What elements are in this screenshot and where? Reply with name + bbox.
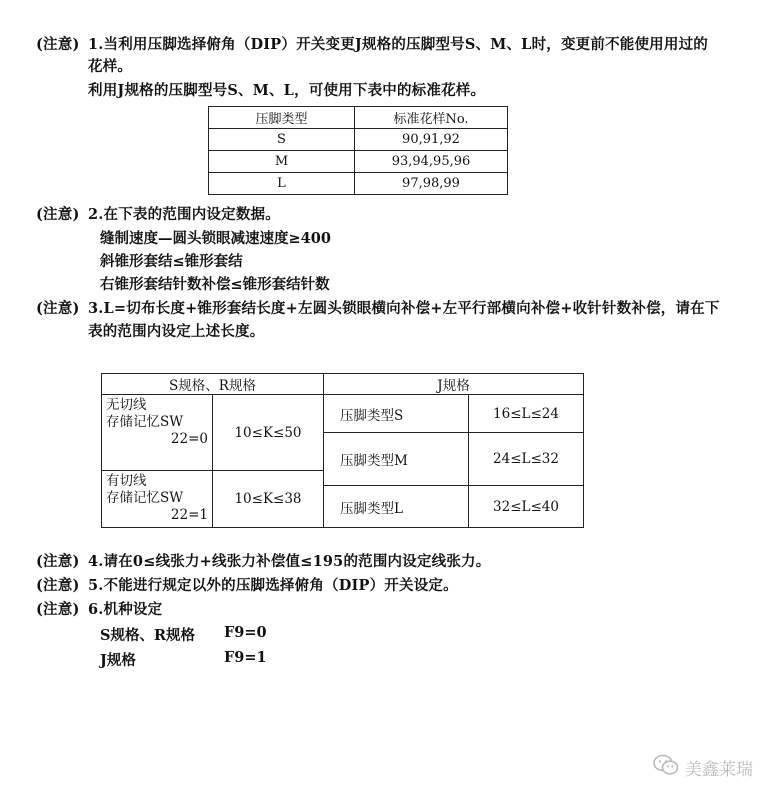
wechat-icon bbox=[653, 754, 679, 781]
note-2-line1: 2.在下表的范围内设定数据。 bbox=[88, 206, 280, 223]
sr-row-1-l2: 存储记忆SW bbox=[106, 414, 184, 430]
j-row-1-type: 压脚类型S bbox=[324, 395, 469, 433]
table-row bbox=[102, 395, 584, 433]
note-3-line1: 3.L=切布长度+锥形套结长度+左圆头锁眼横向补偿+左平行部横向补偿+收针针数补偿，请在下 bbox=[88, 300, 720, 317]
note-1-line3: 利用J规格的压脚型号S、M、L，可使用下表中的标准花样。 bbox=[88, 82, 486, 99]
note-5-text: 5.不能进行规定以外的压脚选择俯角（DIP）开关设定。 bbox=[88, 577, 458, 594]
watermark-text: 美鑫莱瑞 bbox=[685, 760, 753, 780]
table-row bbox=[209, 173, 508, 195]
table-header-sr: S规格、R规格 bbox=[102, 374, 324, 395]
table-row bbox=[102, 374, 584, 395]
table-cell: L bbox=[209, 173, 355, 195]
sr-row-2-l1: 有切线 bbox=[106, 473, 147, 489]
table-header: 压脚类型 bbox=[209, 107, 355, 129]
note-6-text: 6.机种设定 bbox=[88, 601, 163, 618]
table-cell: M bbox=[209, 151, 355, 173]
sr-row-2-range: 10≤K≤38 bbox=[213, 471, 324, 528]
sr-row-1-l1: 无切线 bbox=[106, 397, 147, 413]
table-cell: 93,94,95,96 bbox=[355, 151, 508, 173]
j-row-3-range: 32≤L≤40 bbox=[469, 486, 584, 528]
note-2-item: 斜锥形套结≤锥形套结 bbox=[100, 253, 243, 270]
table-header: 标准花样No. bbox=[355, 107, 508, 129]
table-row bbox=[209, 129, 508, 151]
sr-row-1-l3: 22=0 bbox=[170, 431, 208, 447]
j-row-3-type: 压脚类型L bbox=[324, 486, 469, 528]
model-setting-name: J规格 bbox=[100, 652, 136, 669]
standard-pattern-table bbox=[208, 106, 508, 195]
note-3-label: (注意) bbox=[36, 300, 80, 317]
j-row-1-range: 16≤L≤24 bbox=[469, 395, 584, 433]
sr-row-2-desc bbox=[102, 471, 213, 528]
length-range-table bbox=[101, 373, 584, 528]
j-row-2-type: 压脚类型M bbox=[324, 433, 469, 486]
note-2-item: 缝制速度—圆头锁眼减速速度≥400 bbox=[100, 230, 331, 247]
note-1-line1: 1.当利用压脚选择俯角（DIP）开关变更J规格的压脚型号S、M、L时，变更前不能使用用过的 bbox=[88, 36, 708, 53]
j-row-2-range: 24≤L≤32 bbox=[469, 433, 584, 486]
note-3-line2: 表的范围内设定上述长度。 bbox=[88, 323, 265, 340]
note-2-item: 右锥形套结针数补偿≤锥形套结针数 bbox=[100, 276, 330, 293]
model-setting-name: S规格、R规格 bbox=[100, 627, 196, 644]
note-4-label: (注意) bbox=[36, 553, 80, 570]
note-1-line2: 花样。 bbox=[88, 58, 133, 75]
note-4-text: 4.请在0≤线张力+线张力补偿值≤195的范围内设定线张力。 bbox=[88, 553, 491, 570]
table-header-j: J规格 bbox=[324, 374, 584, 395]
table-cell: 97,98,99 bbox=[355, 173, 508, 195]
sr-row-1-desc bbox=[102, 395, 213, 471]
table-row bbox=[209, 107, 508, 129]
note-5-label: (注意) bbox=[36, 577, 80, 594]
table-cell: 90,91,92 bbox=[355, 129, 508, 151]
note-6-label: (注意) bbox=[36, 601, 80, 618]
model-setting-value: F9=1 bbox=[224, 649, 267, 666]
sr-row-2-l2: 存储记忆SW bbox=[106, 490, 184, 506]
table-row bbox=[209, 151, 508, 173]
sr-row-2-l3: 22=1 bbox=[170, 507, 208, 523]
note-1-label: (注意) bbox=[36, 36, 80, 53]
note-2-label: (注意) bbox=[36, 206, 80, 223]
model-setting-value: F9=0 bbox=[224, 624, 267, 641]
watermark bbox=[653, 754, 753, 781]
sr-row-1-range: 10≤K≤50 bbox=[213, 395, 324, 471]
table-cell: S bbox=[209, 129, 355, 151]
